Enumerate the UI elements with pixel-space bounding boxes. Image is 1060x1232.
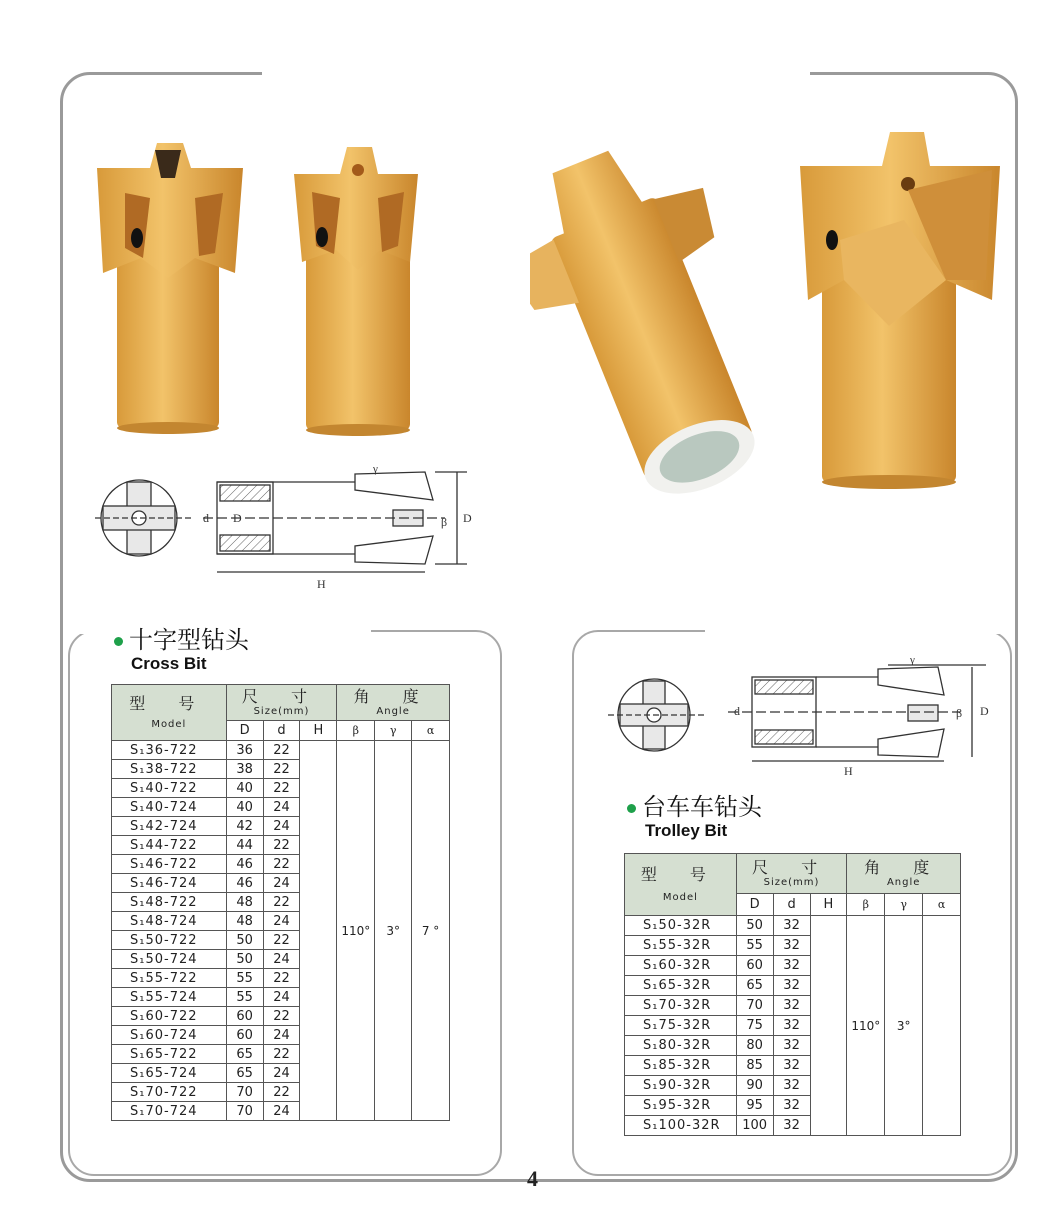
d-cell: 32 (773, 916, 810, 936)
d-cell: 24 (263, 988, 300, 1007)
D-cell: 65 (736, 976, 773, 996)
col-beta: β (337, 721, 375, 741)
d-cell: 32 (773, 1016, 810, 1036)
bullet-icon (627, 804, 636, 813)
model-cell: S₁65-724 (112, 1064, 227, 1083)
angle-header-cn: 角 度 (864, 857, 944, 877)
H-cell (810, 916, 847, 1136)
model-cell: S₁48-722 (112, 893, 227, 912)
drawing-label-H: H (844, 764, 853, 778)
d-cell: 22 (263, 1083, 300, 1102)
D-cell: 50 (226, 931, 263, 950)
trolley-bit-table-body (625, 916, 961, 1136)
D-cell: 55 (226, 988, 263, 1007)
model-cell: S₁40-722 (112, 779, 227, 798)
D-cell: 65 (226, 1064, 263, 1083)
D-cell: 55 (736, 936, 773, 956)
model-cell: S₁50-722 (112, 931, 227, 950)
model-cell: S₁40-724 (112, 798, 227, 817)
model-header-en: Model (151, 718, 187, 730)
drawing-label-beta: β (441, 515, 448, 529)
D-cell: 48 (226, 893, 263, 912)
model-cell: S₁50-724 (112, 950, 227, 969)
drawing-label-D: D (980, 704, 989, 718)
model-cell: S₁50-32R (625, 916, 737, 936)
model-cell: S₁55-724 (112, 988, 227, 1007)
col-d: d (773, 894, 810, 916)
D-cell: 85 (736, 1056, 773, 1076)
D-cell: 46 (226, 855, 263, 874)
alpha-cell (923, 916, 961, 1136)
D-cell: 70 (226, 1083, 263, 1102)
d-cell: 22 (263, 893, 300, 912)
d-cell: 24 (263, 798, 300, 817)
trolley-bit-photo-2 (796, 130, 1006, 490)
angle-header (847, 854, 961, 894)
D-cell: 48 (226, 912, 263, 931)
cross-bit-table-body (112, 741, 450, 1121)
model-cell: S₁36-722 (112, 741, 227, 760)
D-cell: 40 (226, 798, 263, 817)
drawing-label-gamma: γ (373, 463, 378, 475)
D-cell: 95 (736, 1096, 773, 1116)
model-cell: S₁60-32R (625, 956, 737, 976)
alpha-cell: 7 ° (412, 741, 450, 1121)
D-cell: 60 (226, 1007, 263, 1026)
cross-bit-photo-2 (292, 142, 422, 442)
d-cell: 22 (263, 836, 300, 855)
gamma-cell: 3° (375, 741, 412, 1121)
col-D: D (226, 721, 263, 741)
model-cell: S₁48-724 (112, 912, 227, 931)
D-cell: 50 (736, 916, 773, 936)
cross-bit-table (111, 684, 450, 1121)
frame-gap (262, 70, 810, 77)
col-beta: β (847, 894, 885, 916)
model-header (112, 685, 227, 741)
d-cell: 22 (263, 969, 300, 988)
D-cell: 70 (736, 996, 773, 1016)
model-cell: S₁42-724 (112, 817, 227, 836)
model-cell: S₁80-32R (625, 1036, 737, 1056)
D-cell: 75 (736, 1016, 773, 1036)
angle-header-en: Angle (886, 876, 921, 888)
d-cell: 32 (773, 1056, 810, 1076)
D-cell: 60 (226, 1026, 263, 1045)
page-number: 4 (527, 1166, 538, 1191)
drawing-label-d: d (203, 511, 209, 525)
cross-bit-drawing (95, 460, 480, 595)
d-cell: 32 (773, 1116, 810, 1136)
drawing-label-d: d (734, 704, 740, 718)
model-cell: S₁55-722 (112, 969, 227, 988)
d-cell: 24 (263, 817, 300, 836)
size-header (226, 685, 337, 721)
d-cell: 24 (263, 1026, 300, 1045)
trolley-bit-title-cn: 台车车钻头 (642, 793, 762, 821)
D-cell: 80 (736, 1036, 773, 1056)
d-cell: 32 (773, 936, 810, 956)
d-cell: 22 (263, 1007, 300, 1026)
size-header-cn: 尺 寸 (751, 857, 832, 877)
bullet-icon (114, 637, 123, 646)
model-cell: S₁65-722 (112, 1045, 227, 1064)
D-cell: 60 (736, 956, 773, 976)
d-cell: 22 (263, 855, 300, 874)
D-cell: 100 (736, 1116, 773, 1136)
beta-cell: 110° (337, 741, 375, 1121)
d-cell: 32 (773, 1036, 810, 1056)
trolley-bit-drawing (608, 655, 998, 780)
d-cell: 22 (263, 779, 300, 798)
model-cell: S₁95-32R (625, 1096, 737, 1116)
drawing-label-gamma: γ (910, 655, 915, 666)
model-cell: S₁70-724 (112, 1102, 227, 1121)
angle-header-en: Angle (376, 705, 410, 717)
model-cell: S₁70-722 (112, 1083, 227, 1102)
D-cell: 38 (226, 760, 263, 779)
model-cell: S₁100-32R (625, 1116, 737, 1136)
d-cell: 24 (263, 1102, 300, 1121)
col-d: d (263, 721, 300, 741)
model-header-cn: 型 号 (129, 693, 209, 713)
model-cell: S₁46-722 (112, 855, 227, 874)
d-cell: 22 (263, 760, 300, 779)
size-header (736, 854, 847, 894)
D-cell: 70 (226, 1102, 263, 1121)
col-alpha: α (923, 894, 961, 916)
trolley-bit-photo-1 (530, 150, 760, 500)
D-cell: 55 (226, 969, 263, 988)
D-cell: 50 (226, 950, 263, 969)
drawing-label-H: H (317, 577, 326, 591)
panel-gap (705, 627, 1005, 634)
trolley-bit-table (624, 853, 961, 1136)
trolley-bit-subtitle: Trolley Bit (645, 821, 728, 840)
col-D: D (736, 894, 773, 916)
D-cell: 46 (226, 874, 263, 893)
angle-header-cn: 角 度 (353, 686, 433, 706)
col-alpha: α (412, 721, 450, 741)
d-cell: 24 (263, 874, 300, 893)
d-cell: 32 (773, 1076, 810, 1096)
size-header-en: Size(mm) (253, 705, 310, 717)
beta-cell: 110° (847, 916, 885, 1136)
drawing-label-D-inner: D (233, 511, 242, 525)
gamma-cell: 3° (885, 916, 923, 1136)
size-header-en: Size(mm) (763, 876, 820, 888)
table-row (112, 741, 450, 760)
d-cell: 24 (263, 1064, 300, 1083)
model-cell: S₁44-722 (112, 836, 227, 855)
model-cell: S₁75-32R (625, 1016, 737, 1036)
model-cell: S₁60-722 (112, 1007, 227, 1026)
model-cell: S₁90-32R (625, 1076, 737, 1096)
D-cell: 40 (226, 779, 263, 798)
d-cell: 32 (773, 956, 810, 976)
model-cell: S₁55-32R (625, 936, 737, 956)
model-cell: S₁65-32R (625, 976, 737, 996)
col-H: H (810, 894, 847, 916)
model-cell: S₁85-32R (625, 1056, 737, 1076)
cross-bit-subtitle: Cross Bit (131, 654, 207, 673)
d-cell: 22 (263, 741, 300, 760)
d-cell: 32 (773, 976, 810, 996)
drawing-label-D: D (463, 511, 472, 525)
d-cell: 24 (263, 912, 300, 931)
D-cell: 36 (226, 741, 263, 760)
angle-header (337, 685, 450, 721)
d-cell: 32 (773, 996, 810, 1016)
model-header-cn: 型 号 (640, 864, 720, 884)
cross-bit-title-cn: 十字型钻头 (129, 626, 249, 654)
model-cell: S₁60-724 (112, 1026, 227, 1045)
d-cell: 22 (263, 1045, 300, 1064)
table-row (625, 916, 961, 936)
col-gamma: γ (375, 721, 412, 741)
H-cell (300, 741, 337, 1121)
model-header-en: Model (662, 891, 698, 903)
col-gamma: γ (885, 894, 923, 916)
cross-bit-title (114, 620, 249, 655)
D-cell: 90 (736, 1076, 773, 1096)
model-cell: S₁38-722 (112, 760, 227, 779)
size-header-cn: 尺 寸 (241, 686, 322, 706)
d-cell: 22 (263, 931, 300, 950)
D-cell: 65 (226, 1045, 263, 1064)
model-cell: S₁70-32R (625, 996, 737, 1016)
D-cell: 44 (226, 836, 263, 855)
D-cell: 42 (226, 817, 263, 836)
drawing-label-beta: β (956, 706, 963, 720)
cross-bit-photo-1 (95, 138, 245, 438)
col-H: H (300, 721, 337, 741)
trolley-bit-title (627, 787, 762, 822)
model-header (625, 854, 737, 916)
d-cell: 24 (263, 950, 300, 969)
d-cell: 32 (773, 1096, 810, 1116)
model-cell: S₁46-724 (112, 874, 227, 893)
